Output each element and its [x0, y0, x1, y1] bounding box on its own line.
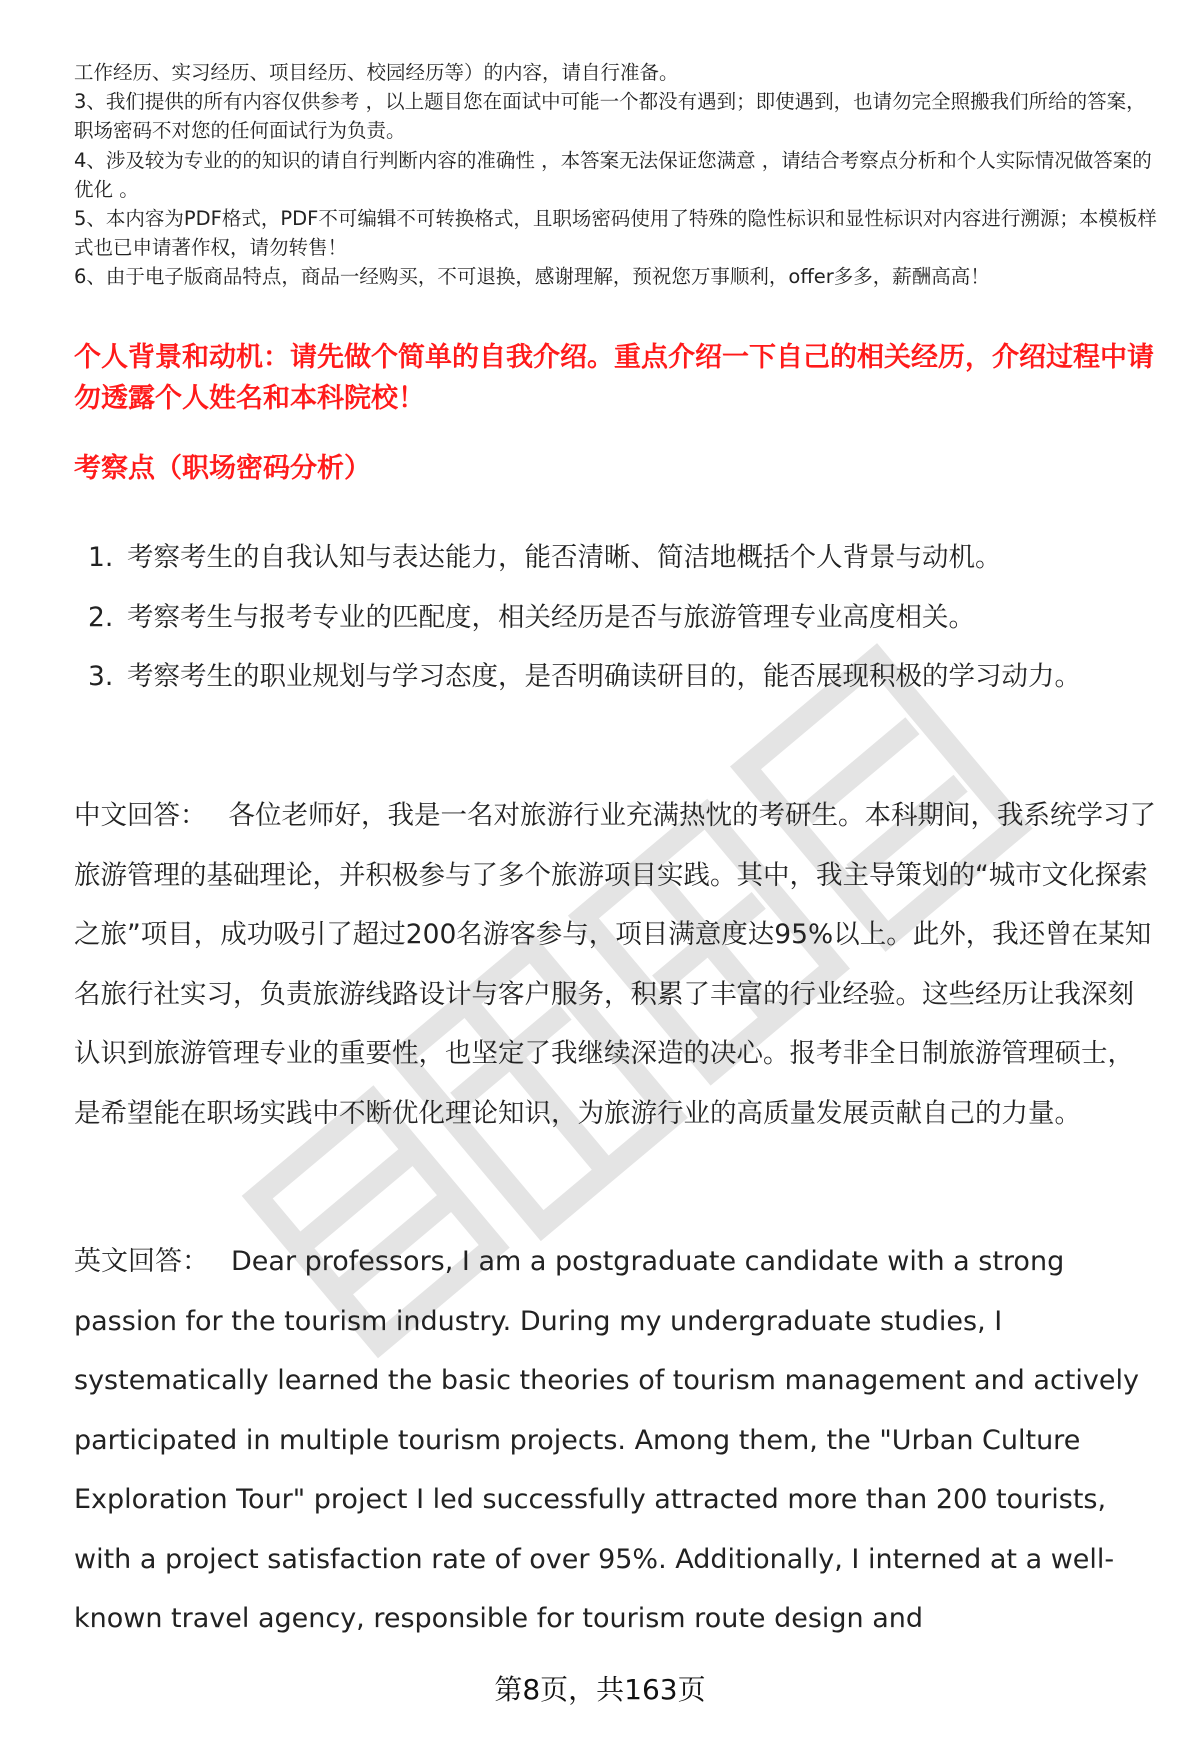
page-number: 第8页，共163页 [494, 1673, 706, 1706]
list-item-number: 3. [88, 661, 114, 692]
analysis-points-list [74, 528, 1154, 707]
notes-section [74, 58, 1164, 292]
chinese-answer [74, 786, 1160, 1143]
chinese-answer-text: 各位老师好，我是一名对旅游行业充满热忱的考研生。本科期间，我系统学习了旅游管理的基础理论，并积极参与了多个旅游项目实践。其中，我主导策划的“城市文化探索之旅”项目，成功吸引了超过200名游客参与，项目满意度达95%以上。此外，我还曾在某知名旅行社实习，负责旅游线路设计与客户服务，积累了丰富的行业经验。这些经历让我深刻认识到旅游管理专业的重要性，也坚定了我继续深造的决心。报考非全日制旅游管理硕士，是希望能在职场实践中不断优化理论知识，为旅游行业的高质量发展贡献自己的力量。 [74, 800, 1156, 1129]
english-answer [74, 1232, 1160, 1649]
list-item [74, 588, 1154, 648]
interview-question: 个人背景和动机：请先做个简单的自我介绍。重点介绍一下自己的相关经历，介绍过程中请勿透露个人姓名和本科院校！ [74, 342, 1154, 414]
note-line: 5、本内容为PDF格式，PDF不可编辑不可转换格式，且职场密码使用了特殊的隐性标识和显性标识对内容进行溯源；本模板样式也已申请著作权，请勿转售！ [74, 207, 1157, 260]
note-line: 3、我们提供的所有内容仅供参考 ，以上题目您在面试中可能一个都没有遇到；即使遇到，也请勿完全照搬我们所给的答案，职场密码不对您的任何面试行为负责。 [74, 90, 1146, 143]
note-line: 工作经历、实习经历、项目经历、校园经历等）的内容，请自行准备。 [74, 61, 679, 84]
list-item [74, 647, 1154, 707]
analysis-title: 考察点（职场密码分析） [74, 453, 371, 484]
list-item [74, 528, 1154, 588]
chinese-answer-label: 中文回答： [74, 800, 207, 831]
english-answer-label: 英文回答： [74, 1246, 209, 1277]
list-item-text: 考察考生与报考专业的匹配度，相关经历是否与旅游管理专业高度相关。 [127, 601, 975, 633]
list-item-number: 2. [88, 601, 114, 633]
note-line: 4、涉及较为专业的的知识的请自行判断内容的准确性 ，本答案无法保证您满意 ，请结合考察点分析和个人实际情况做答案的优化 。 [74, 148, 1152, 201]
note-line: 6、由于电子版商品特点，商品一经购买，不可退换，感谢理解，预祝您万事顺利，offer多多，薪酬高高！ [74, 265, 990, 289]
list-item-number: 1. [88, 542, 114, 573]
list-item-text: 考察考生的职业规划与学习态度，是否明确读研目的，能否展现积极的学习动力。 [127, 661, 1081, 692]
english-answer-text: Dear professors, I am a postgraduate candidate with a strong passion for the tourism industry. During my undergraduate studies, I systematically learned the basic theories of tourism management and actively participated in multiple tourism projects. Among them, the "Urban Culture Exploration Tour" project I led successfully attracted more than 200 tourists, with a project satisfaction rate of over 95%. Additionally, I interned at a well-known travel agency, responsible for tourism route design and [74, 1246, 1139, 1634]
list-item-text: 考察考生的自我认知与表达能力，能否清晰、简洁地概括个人背景与动机。 [127, 542, 1002, 573]
